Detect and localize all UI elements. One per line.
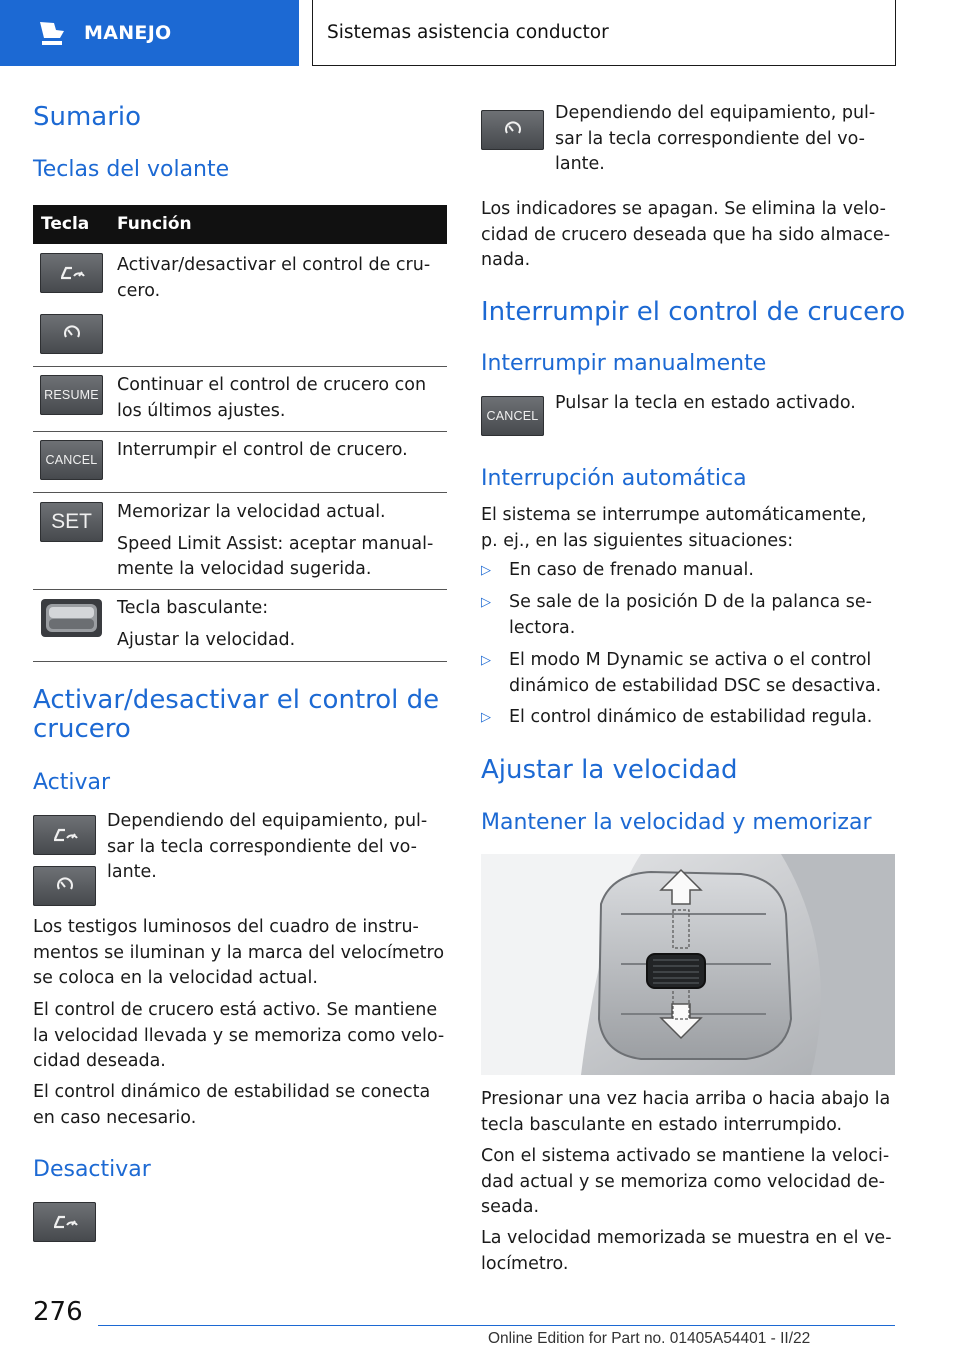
- row2-text: [117, 373, 426, 424]
- text-line: Ajustar la velocidad.: [117, 629, 296, 650]
- heading-activar-desactivar: [33, 686, 439, 744]
- text-line: seada.: [481, 1197, 540, 1217]
- set-key: [40, 502, 103, 542]
- paragraph-con: [481, 1144, 889, 1221]
- manual-text: Pulsar la tecla en estado activado.: [555, 393, 856, 413]
- gauge-icon: [498, 118, 528, 142]
- text-line: Con el sistema activado se mantiene la veloci-: [481, 1146, 890, 1166]
- header-section-tab: [0, 0, 299, 66]
- gauge-icon: [50, 874, 80, 898]
- heading-interrumpir: Interrumpir el control de crucero: [481, 297, 906, 327]
- text-line: Activar/desactivar el control de cru-: [117, 255, 431, 275]
- heading-mantener: Mantener la velocidad y memorizar: [481, 810, 872, 835]
- section-title: MANEJO: [84, 22, 172, 44]
- text-line: mentos se iluminan y la marca del velocímetro: [33, 942, 445, 963]
- text-line: cidad de crucero deseada que ha sido almace-: [481, 224, 891, 245]
- text-line: Dependiendo del equipamiento, pul-: [555, 103, 876, 123]
- bullet-icon: ▷: [481, 653, 491, 668]
- cruise-control-key: [40, 253, 103, 293]
- cruise-control-key: [33, 815, 96, 855]
- text-line: nada.: [481, 250, 531, 270]
- table-divider: [33, 366, 447, 367]
- footer-divider: [98, 1325, 895, 1326]
- col-header-key: Tecla: [41, 214, 90, 234]
- text-line: se coloca en la velocidad actual.: [33, 968, 318, 988]
- row1-text: [117, 253, 430, 304]
- heading-line: Activar/desactivar el control de: [33, 685, 440, 715]
- text-line: locímetro.: [481, 1253, 569, 1274]
- steering-icon: [34, 18, 68, 48]
- cruise-control-key: [33, 1202, 96, 1242]
- heading-ajustar: Ajustar la velocidad: [481, 755, 738, 785]
- heading-manual: Interrumpir manualmente: [481, 351, 767, 376]
- header-chapter: [312, 0, 896, 66]
- cruise-control-icon: [57, 261, 87, 285]
- heading-line: crucero: [33, 714, 131, 744]
- activar-text: [107, 809, 427, 886]
- heading-sumario: Sumario: [33, 102, 142, 132]
- bullet-icon: ▷: [481, 595, 491, 610]
- text-line: Continuar el control de crucero con: [117, 375, 427, 395]
- paragraph-testigos: [33, 915, 444, 992]
- bullet-icon: ▷: [481, 710, 491, 725]
- row5-text: [117, 596, 295, 653]
- table-divider: [33, 589, 447, 590]
- text-line: lante.: [555, 154, 605, 174]
- paragraph-auto: [481, 503, 867, 554]
- bullet-item: [509, 648, 881, 699]
- bullet-item: [509, 590, 872, 641]
- key-label: CANCEL: [486, 409, 539, 423]
- paragraph-apagan: [481, 197, 890, 274]
- steering-wheel-photo: [481, 854, 895, 1075]
- text-line: En caso de frenado manual.: [509, 560, 754, 580]
- chapter-title: Sistemas asistencia conductor: [327, 22, 609, 43]
- table-divider: [33, 492, 447, 493]
- heading-auto: Interrupción automática: [481, 466, 747, 491]
- text-line: El sistema se interrumpe automáticamente,: [481, 505, 867, 525]
- text-line: Interrumpir el control de crucero.: [117, 440, 408, 460]
- bullet-item: [509, 558, 754, 584]
- cruise-control-icon: [50, 1210, 80, 1234]
- key-label: CANCEL: [45, 453, 98, 467]
- row3-text: [117, 438, 408, 464]
- text-line: lante.: [107, 862, 157, 882]
- rocker-switch-illustration: [481, 854, 895, 1075]
- text-line: sar la tecla correspondiente del vo-: [107, 836, 417, 857]
- text-line: dinámico de estabilidad DSC se desactiva.: [509, 675, 882, 696]
- speed-limiter-key: [40, 314, 103, 354]
- text-line: El control dinámico de estabilidad se conecta: [33, 1082, 431, 1102]
- key-label: SET: [51, 510, 92, 533]
- text-line: Los indicadores se apagan. Se elimina la velo-: [481, 199, 886, 219]
- col-header-function: Función: [117, 214, 192, 234]
- table-header: [33, 205, 447, 244]
- heading-desactivar: Desactivar: [33, 1157, 151, 1182]
- text-line: cidad deseada.: [33, 1051, 166, 1071]
- paragraph-activo: [33, 998, 444, 1075]
- text-line: Se sale de la posición D de la palanca se-: [509, 592, 872, 612]
- speed-limiter-key: [481, 110, 544, 150]
- bullet-item: [509, 705, 872, 731]
- paragraph-presionar: [481, 1087, 890, 1138]
- text-line: La velocidad memorizada se muestra en el ve-: [481, 1228, 892, 1248]
- text-line: Los testigos luminosos del cuadro de instru-: [33, 917, 419, 937]
- text-line: cero.: [117, 280, 161, 301]
- cruise-control-icon: [50, 823, 80, 847]
- text-line: los últimos ajustes.: [117, 400, 286, 421]
- footer-edition: Online Edition for Part no. 01405A54401 - II/22: [488, 1330, 811, 1347]
- heading-activar: Activar: [33, 770, 111, 795]
- text-line: Speed Limit Assist: aceptar manual-: [117, 533, 434, 554]
- rocker-key: [40, 598, 103, 638]
- cancel-key: [40, 440, 103, 480]
- paragraph-memorizada: [481, 1226, 892, 1277]
- right-top-text: [555, 101, 875, 178]
- text-line: El control dinámico de estabilidad regula.: [509, 707, 873, 727]
- text-line: El modo M Dynamic se activa o el control: [509, 650, 872, 670]
- heading-teclas: Teclas del volante: [33, 157, 230, 182]
- bullet-icon: ▷: [481, 563, 491, 578]
- text-line: la velocidad llevada y se memoriza como velo-: [33, 1025, 445, 1046]
- table-divider: [33, 431, 447, 432]
- text-line: mente la velocidad sugerida.: [117, 559, 372, 579]
- text-line: Presionar una vez hacia arriba o hacia abajo la: [481, 1089, 891, 1109]
- text-line: dad actual y se memoriza como velocidad de-: [481, 1171, 885, 1192]
- key-label: RESUME: [44, 388, 99, 402]
- page-number: 276: [33, 1297, 83, 1327]
- text-line: tecla basculante en estado interrumpido.: [481, 1114, 843, 1135]
- table-divider: [33, 661, 447, 662]
- gauge-icon: [57, 322, 87, 346]
- rocker-switch-icon: [40, 598, 103, 638]
- text-line: en caso necesario.: [33, 1107, 197, 1128]
- cancel-key: [481, 396, 544, 436]
- text-line: El control de crucero está activo. Se mantiene: [33, 1000, 438, 1020]
- text-line: Tecla basculante:: [117, 598, 269, 618]
- speed-limiter-key: [33, 866, 96, 906]
- text-line: lectora.: [509, 617, 576, 638]
- text-line: sar la tecla correspondiente del vo-: [555, 128, 865, 149]
- text-line: Memorizar la velocidad actual.: [117, 502, 386, 522]
- text-line: p. ej., en las siguientes situaciones:: [481, 530, 794, 551]
- text-line: Dependiendo del equipamiento, pul-: [107, 811, 428, 831]
- paragraph-dsc: [33, 1080, 430, 1131]
- resume-key: [40, 375, 103, 415]
- row4-text: [117, 500, 433, 583]
